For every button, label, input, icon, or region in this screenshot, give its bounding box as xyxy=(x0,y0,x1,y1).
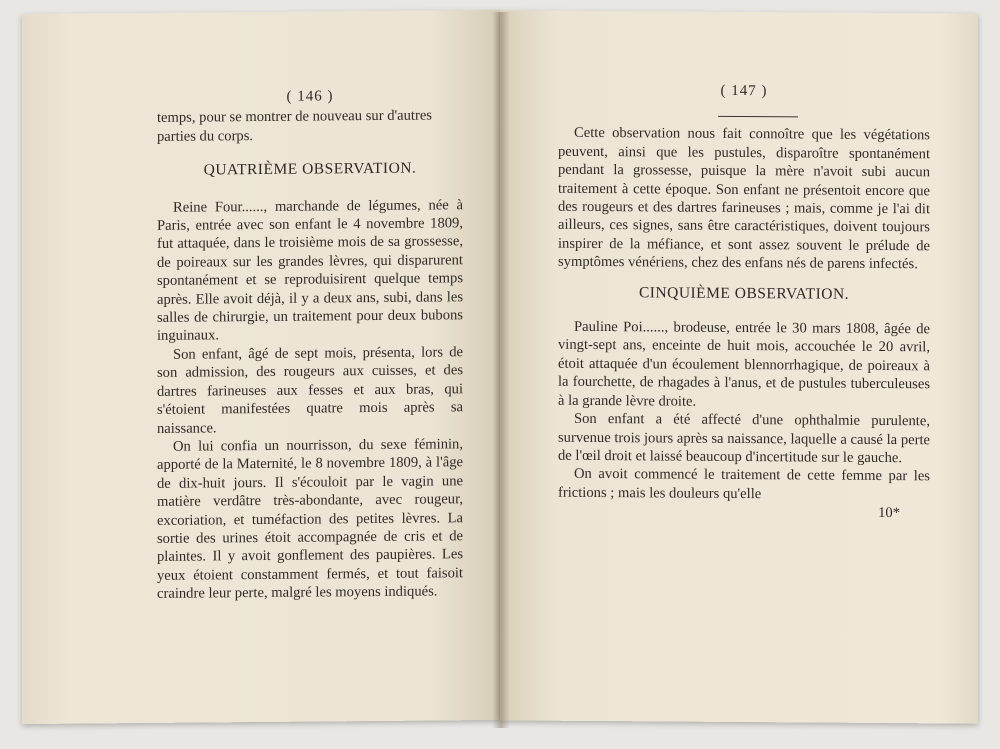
section-heading-right: CINQUIÈME OBSERVATION. xyxy=(638,283,850,303)
text-line: temps, pour se montrer de nouveau sur d'autres xyxy=(157,107,432,127)
paragraph: On avoit commencé le traitement de cette femme par les frictions ; mais les douleurs qu'elle xyxy=(558,466,930,502)
text-line: parties du corps. xyxy=(157,127,254,145)
left-page xyxy=(22,10,500,724)
paragraph: Son enfant, âgé de sept mois, présenta, lors de son admission, des rougeurs aux cuisses, et des dartres farineuses aux fesses et aux bras, qui s'étoient manifestées quatre mois après sa naissance. xyxy=(157,344,463,437)
header-rule xyxy=(718,116,798,118)
section-heading-left: QUATRIÈME OBSERVATION. xyxy=(203,159,417,179)
open-book xyxy=(22,12,982,734)
paragraph: Son enfant a été affecté d'une ophthalmie purulente, survenue trois jours après sa naissance, laquelle a causé la perte de l'œil droit et laissé beaucoup d'incertitude sur le gauche. xyxy=(558,410,930,467)
right-page-text xyxy=(558,81,930,523)
paragraph: On lui confia un nourrisson, du sexe féminin, apporté de la Maternité, le 8 novembre 1809, à l'âge de dix-huit jours. Il s'écouloit par le vagin une matière verdâtre très-abondante, avec rougeur, excoriation, et tuméfaction des petites lèvres. La sortie des urines étoit accompagnée de cris et de plaintes. Il y avoit gonflement des paupières. Les yeux étoient constamment fermés, et tout faisoit craindre leur perte, malgré les moyens indiqués. xyxy=(157,436,463,603)
page-number-left: ( 146 ) xyxy=(286,88,334,105)
paragraph: Reine Four......, marchande de légumes, née à Paris, entrée avec son enfant le 4 novembre 1809, fut attaquée, dans le troisième mois de sa grossesse, de poireaux sur les grandes lèvres, qui disparurent spontanément et se reproduisirent quelque temps après. Elle avoit déjà, il y a deux ans, subi, dans les salles de chirurgie, un traitement pour deux bubons inguinaux. xyxy=(157,196,463,345)
page-number-right: ( 147 ) xyxy=(720,82,768,100)
paragraph: Cette observation nous fait connoître que les végétations peuvent, ainsi que les pustules, disparoître spontanément pendant la grossesse, puisque la mère n'avoit subi aucun traitement à cette époque. Son enfant ne présentoit encore que des rougeurs et des dartres farineuses ; mais, comme je l'ai dit ailleurs, ces signes, sans être caractéristiques, doivent toujours inspirer de la méfiance, et sont assez souvent le prélude de symptômes vénériens, chez des enfans nés de parens infectés. xyxy=(558,125,930,273)
right-page xyxy=(500,10,978,723)
left-page-text xyxy=(157,86,463,603)
signature-mark: 10* xyxy=(878,505,900,522)
paragraph: Pauline Poi......, brodeuse, entrée le 30 mars 1808, âgée de vingt-sept ans, enceinte de huit mois, accouchée le 20 avril, étoit attaquée d'un écoulement blennorrhagique, de poireaux à la fourchette, de rhagades à l'anus, et de pustules tuberculeuses à la grande lèvre droite. xyxy=(558,318,930,410)
book-gutter xyxy=(492,12,510,728)
